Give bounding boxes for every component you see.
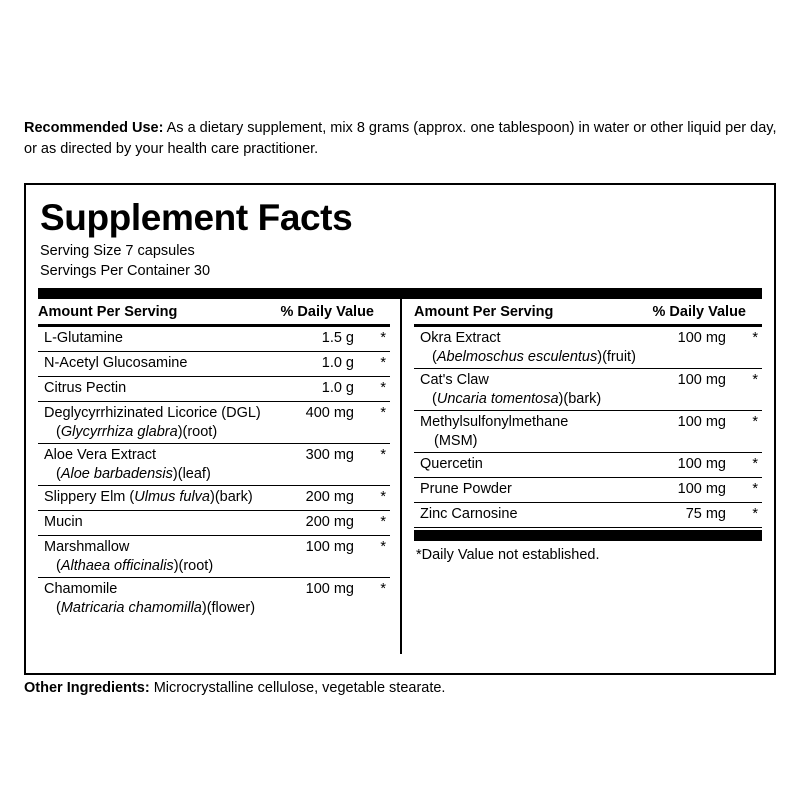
ingredient-daily-value: *	[380, 581, 386, 598]
ingredient-amount: 1.0 g	[321, 380, 354, 397]
header-daily-value: % Daily Value	[280, 304, 374, 321]
ingredient-source	[38, 599, 390, 619]
ingredient-source	[38, 465, 390, 486]
header-amount-per-serving: Amount Per Serving	[414, 304, 554, 321]
header-amount-per-serving: Amount Per Serving	[38, 304, 178, 321]
table-row	[414, 478, 762, 503]
ingredient-amount: 100 mg	[677, 456, 726, 473]
paren-open: (	[432, 349, 437, 366]
supplement-facts-title: Supplement Facts	[40, 197, 353, 238]
paren-open: (	[56, 466, 61, 483]
table-row	[414, 503, 762, 528]
table-row	[38, 327, 390, 352]
table-row	[38, 377, 390, 402]
supplement-facts-panel	[24, 183, 776, 675]
table-row	[414, 453, 762, 478]
table-row	[38, 352, 390, 377]
nutrient-column-left	[38, 299, 400, 654]
botanical-name: Aloe barbadensis	[60, 466, 173, 483]
paren-open: (	[56, 600, 61, 617]
ingredient-name: Marshmallow	[44, 539, 130, 556]
ingredient-abbreviation: (MSM)	[434, 433, 478, 450]
ingredient-daily-value: *	[380, 489, 386, 506]
ingredient-amount: 200 mg	[305, 489, 354, 506]
ingredient-name: N-Acetyl Glucosamine	[44, 355, 188, 372]
nutrient-columns	[38, 299, 762, 654]
header-daily-value: % Daily Value	[652, 304, 746, 321]
panel-top-rule	[38, 288, 762, 299]
ingredient-daily-value: *	[752, 372, 758, 389]
ingredient-amount: 200 mg	[305, 514, 354, 531]
servings-per-container: Servings Per Container 30	[40, 262, 211, 279]
ingredient-amount: 100 mg	[305, 539, 354, 556]
daily-value-footnote: *Daily Value not established.	[416, 547, 600, 564]
ingredient-amount: 75 mg	[685, 506, 726, 523]
paren-open: (	[56, 558, 61, 575]
botanical-name: Uncaria tomentosa	[436, 391, 559, 408]
ingredient-name: L-Glutamine	[44, 330, 123, 347]
ingredient-daily-value: *	[752, 506, 758, 523]
botanical-name: Althaea officinalis	[60, 558, 174, 575]
other-ingredients-paragraph	[24, 680, 780, 696]
botanical-name: Matricaria chamomilla	[60, 600, 202, 617]
plant-part: )(root)	[173, 558, 214, 575]
table-row	[38, 402, 390, 423]
column-header-right	[414, 299, 762, 327]
table-row	[38, 511, 390, 536]
plant-part: )(leaf)	[172, 466, 211, 483]
table-row	[414, 369, 762, 390]
ingredient-name: Zinc Carnosine	[420, 506, 518, 523]
ingredient-amount: 100 mg	[677, 414, 726, 431]
ingredient-name: Citrus Pectin	[44, 380, 127, 397]
ingredient-name: Deglycyrrhizinated Licorice (DGL)	[44, 405, 261, 422]
ingredient-daily-value: *	[380, 514, 386, 531]
ingredient-amount: 100 mg	[677, 330, 726, 347]
botanical-name: Abelmoschus esculentus	[436, 349, 598, 366]
botanical-name: Ulmus fulva	[134, 489, 210, 506]
ingredient-amount: 100 mg	[677, 481, 726, 498]
plant-part: )(bark)	[558, 391, 602, 408]
ingredient-daily-value: *	[752, 330, 758, 347]
ingredient-daily-value: *	[380, 405, 386, 422]
other-ingredients-label: Other Ingredients:	[24, 680, 150, 696]
ingredient-daily-value: *	[380, 355, 386, 372]
ingredient-name	[38, 489, 266, 505]
ingredient-daily-value: *	[752, 414, 758, 431]
ingredient-daily-value: *	[752, 481, 758, 498]
table-row	[38, 578, 390, 599]
plant-part: )(fruit)	[597, 349, 636, 366]
ingredient-name: Chamomile	[44, 581, 118, 598]
ingredient-name-text: Slippery Elm (	[44, 489, 135, 506]
ingredient-name: Okra Extract	[420, 330, 501, 347]
plant-part: )(root)	[177, 424, 218, 441]
ingredient-source	[414, 432, 762, 453]
paren-open: (	[432, 391, 437, 408]
ingredient-name: Mucin	[44, 514, 83, 531]
ingredient-name: Prune Powder	[420, 481, 512, 498]
ingredient-source	[414, 348, 762, 369]
nutrient-column-right	[400, 299, 762, 654]
ingredient-name: Methylsulfonylmethane	[420, 414, 569, 431]
ingredient-daily-value: *	[380, 330, 386, 347]
recommended-use-label: Recommended Use:	[24, 120, 164, 136]
ingredient-name: Quercetin	[420, 456, 483, 473]
ingredient-source	[414, 390, 762, 411]
ingredient-source	[38, 423, 390, 444]
plant-part: )(flower)	[201, 600, 256, 617]
ingredient-amount: 1.5 g	[321, 330, 354, 347]
other-ingredients-text: Microcrystalline cellulose, vegetable stearate.	[149, 680, 446, 696]
ingredient-daily-value: *	[380, 380, 386, 397]
table-row	[414, 411, 762, 432]
ingredient-daily-value: *	[380, 447, 386, 464]
botanical-name: Glycyrrhiza glabra	[60, 424, 178, 441]
table-row	[414, 327, 762, 348]
ingredient-amount: 300 mg	[305, 447, 354, 464]
table-row	[38, 486, 390, 511]
plant-part: )(bark)	[210, 489, 253, 506]
serving-size: Serving Size 7 capsules	[40, 243, 195, 259]
ingredient-name: Aloe Vera Extract	[44, 447, 157, 464]
ingredient-amount: 100 mg	[305, 581, 354, 598]
column-header-left	[38, 299, 390, 327]
ingredient-amount: 100 mg	[677, 372, 726, 389]
table-row	[38, 536, 390, 557]
paren-open: (	[56, 424, 61, 441]
table-row	[38, 444, 390, 465]
ingredient-name: Cat's Claw	[420, 372, 489, 389]
recommended-use-text: As a dietary supplement, mix 8 grams (approx. one tablespoon) in water or other liquid per day, or as directed by your health care practitioner.	[24, 120, 777, 158]
ingredient-amount: 1.0 g	[321, 355, 354, 372]
recommended-use-paragraph	[24, 118, 780, 160]
panel-bottom-rule	[414, 530, 762, 541]
ingredient-daily-value: *	[380, 539, 386, 556]
ingredient-daily-value: *	[752, 456, 758, 473]
ingredient-source	[38, 557, 390, 578]
ingredient-amount: 400 mg	[305, 405, 354, 422]
